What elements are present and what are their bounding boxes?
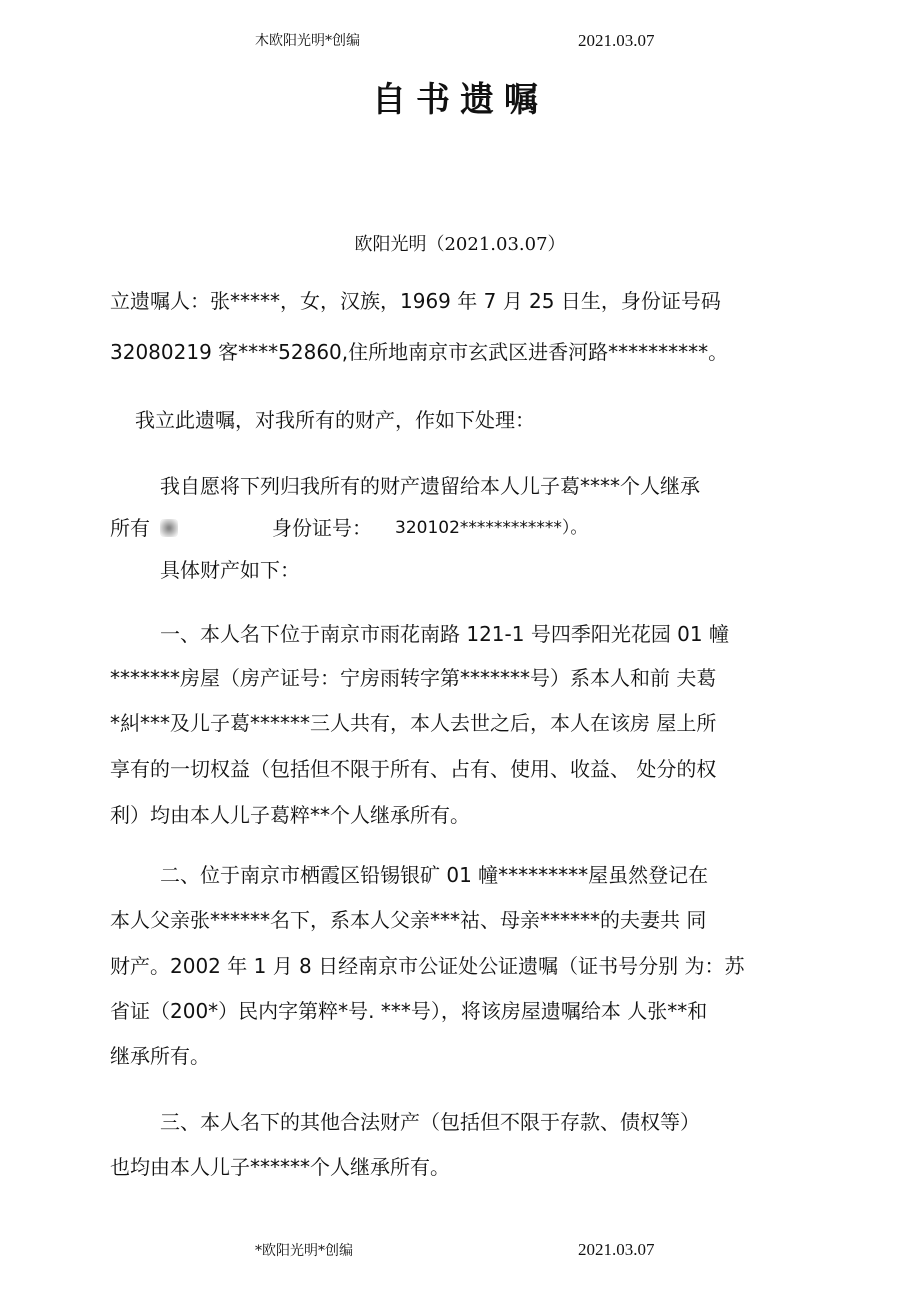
text-line: 立遗嘱人：张*****，女，汉族，1969 年 7 月 25 日生，身份证号码: [110, 289, 721, 313]
text-id-number: 320102************）。: [395, 518, 588, 538]
footer-date: 2021.03.07: [578, 1240, 655, 1259]
blurred-name-mark: [160, 519, 178, 537]
text-line: 本人父亲张******名下，系本人父亲***祜、母亲******的夫妻共 同: [110, 908, 707, 932]
text-line: 省证（200*）民内字第粹*号. ***号），将该房屋遗嘱给本 人张**和: [110, 999, 708, 1023]
text-owned: 所有: [110, 516, 150, 540]
byline: 欧阳光明（2021.03.07）: [354, 234, 566, 255]
text-line: *******房屋（房产证号：宁房雨转字第*******号）系本人和前 夫葛: [110, 666, 717, 690]
text-line: 二、位于南京市栖霞区铅锡银矿 01 幢*********屋虽然登记在: [160, 863, 709, 887]
text-line: 也均由本人儿子******个人继承所有。: [110, 1155, 450, 1179]
text-line: 我自愿将下列归我所有的财产遗留给本人儿子葛****个人继承: [160, 474, 700, 498]
text-line: 利）均由本人儿子葛粹**个人继承所有。: [110, 803, 470, 827]
text-line: *糾***及儿子葛******三人共有，本人去世之后，本人在该房 屋上所: [110, 711, 717, 735]
text-line: 具体财产如下：: [160, 558, 300, 582]
text-line: 三、本人名下的其他合法财产（包括但不限于存款、债权等）: [160, 1110, 700, 1134]
text-line: 财产。2002 年 1 月 8 日经南京市公证处公证遗嘱（证书号分别 为：苏: [110, 954, 745, 978]
text-line: 32080219 客****52860,住所地南京市玄武区进香河路**********。: [110, 340, 729, 364]
header-author: 木欧阳光明*创编: [255, 33, 360, 49]
text-line: 享有的一切权益（包括但不限于所有、占有、使用、收益、 处分的权: [110, 757, 717, 781]
footer-author: *欧阳光明*创编: [255, 1243, 353, 1259]
header-date: 2021.03.07: [578, 31, 655, 50]
text-line-owned: [110, 514, 178, 542]
document-title: 自书遗嘱: [372, 80, 548, 120]
text-line: 一、本人名下位于南京市雨花南路 121-1 号四季阳光花园 01 幢: [160, 622, 729, 646]
text-id-label: 身份证号：: [272, 516, 372, 540]
text-line: 我立此遗嘱，对我所有的财产，作如下处理：: [135, 408, 535, 432]
text-line: 继承所有。: [110, 1044, 210, 1068]
